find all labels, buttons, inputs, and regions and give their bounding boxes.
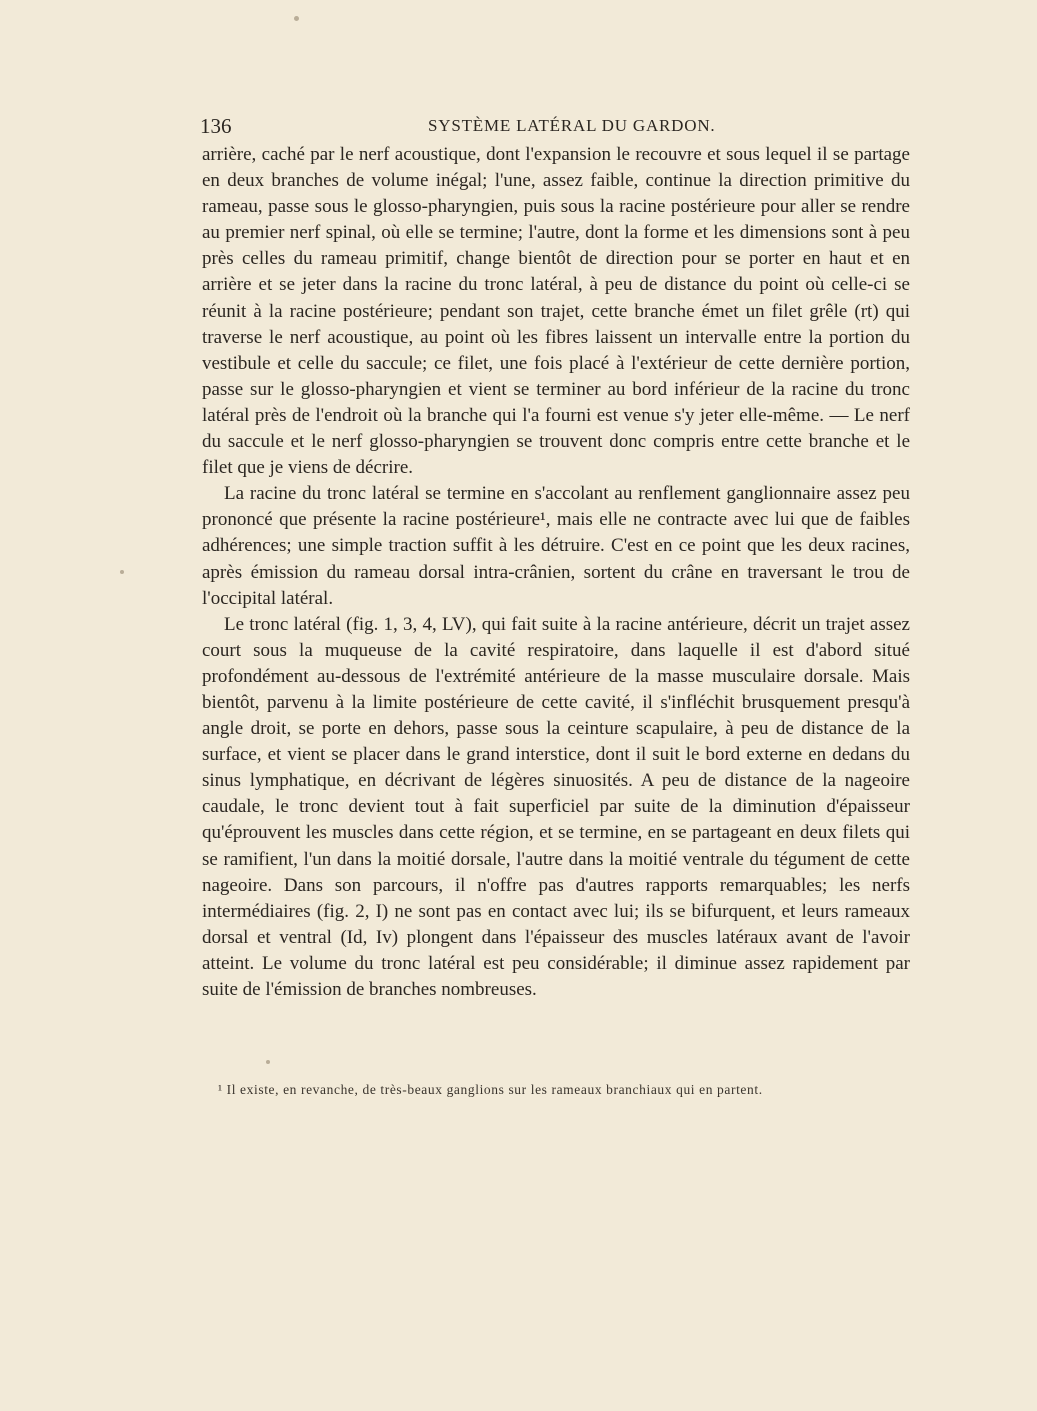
paragraph: La racine du tronc latéral se termine en s'accolant au renflement ganglionnaire assez peu prononcé que présente la racine postérieure¹, mais elle ne contracte avec lui que de faibles adhérences; une simple traction suffit à les détruire. C'est en ce point que les deux racines, après émission du rameau dorsal intra-crânien, sortent du crâne en traversant le trou de l'occipital latéral. (202, 483, 910, 609)
paragraph: Le tronc latéral (fig. 1, 3, 4, LV), qui fait suite à la racine antérieure, décrit un trajet assez court sous la muqueuse de la cavité respiratoire, dans laquelle il est d'abord situé profondément au-dessous de l'extrémité antérieure de la masse musculaire dorsale. Mais bientôt, parvenu à la limite postérieure de cette cavité, il s'infléchit brusquement presqu'à angle droit, se porte en dehors, passe sous la ceinture scapulaire, à peu de distance de la surface, et vient se placer dans le grand interstice, dont il suit le bord externe en dedans du sinus lymphatique, en décrivant de légères sinuosités. A peu de distance de la nageoire caudale, le tronc devient tout à fait superficiel par suite de la diminution d'épaisseur qu'éprouvent les muscles dans cette région, et se termine, en se partageant en deux filets qui se ramifient, l'un dans la moitié dorsale, l'autre dans la moitié ventrale du tégument de cette nageoire. Dans son parcours, il n'offre pas d'autres rapports remarquables; les nerfs intermédiaires (fig. 2, I) ne sont pas en contact avec lui; ils se bifurquent, et leurs rameaux dorsal et ventral (Id, Iv) plongent dans l'épaisseur des muscles latéraux avant de l'avoir atteint. Le volume du tronc latéral est peu considérable; il diminue assez rapidement par suite de l'émission de branches nombreuses. (202, 613, 910, 1000)
paper-speck (120, 570, 124, 574)
footnote: ¹ Il existe, en revanche, de très-beaux ganglions sur les rameaux branchiaux qui en partent. (218, 1082, 763, 1097)
paragraph: arrière, caché par le nerf acoustique, dont l'expansion le recouvre et sous lequel il se partage en deux branches de volume inégal; l'une, assez faible, continue la direction primitive du rameau, passe sous le glosso-pharyngien, puis sous la racine postérieure pour aller se rendre au premier nerf spinal, où elle se termine; l'autre, dont la forme et les dimensions sont à peu près celles du rameau primitif, change bientôt de direction pour se porter en haut et en arrière et se jeter dans la racine du tronc latéral, à peu de distance du point où celle-ci se réunit à la racine postérieure; pendant son trajet, cette branche émet un filet grêle (rt) qui traverse le nerf acoustique, au point où les fibres laissent un intervalle entre la portion du vestibule et celle du saccule; ce filet, une fois placé à l'extérieur de cette dernière portion, passe sur le glosso-pharyngien et vient se terminer au bord inférieur de la racine du tronc latéral près de l'endroit où la branche qui l'a fourni est venue s'y jeter elle-même. — Le nerf du saccule et le nerf glosso-pharyngien se trouvent donc compris entre cette branche et le filet que je viens de décrire. (202, 144, 910, 479)
paper-speck (266, 1060, 270, 1064)
running-title: SYSTÈME LATÉRAL DU GARDON. (428, 116, 716, 135)
body-text (202, 142, 910, 1003)
page-header (200, 114, 910, 136)
page-number: 136 (200, 114, 232, 138)
paper-speck (294, 16, 299, 21)
